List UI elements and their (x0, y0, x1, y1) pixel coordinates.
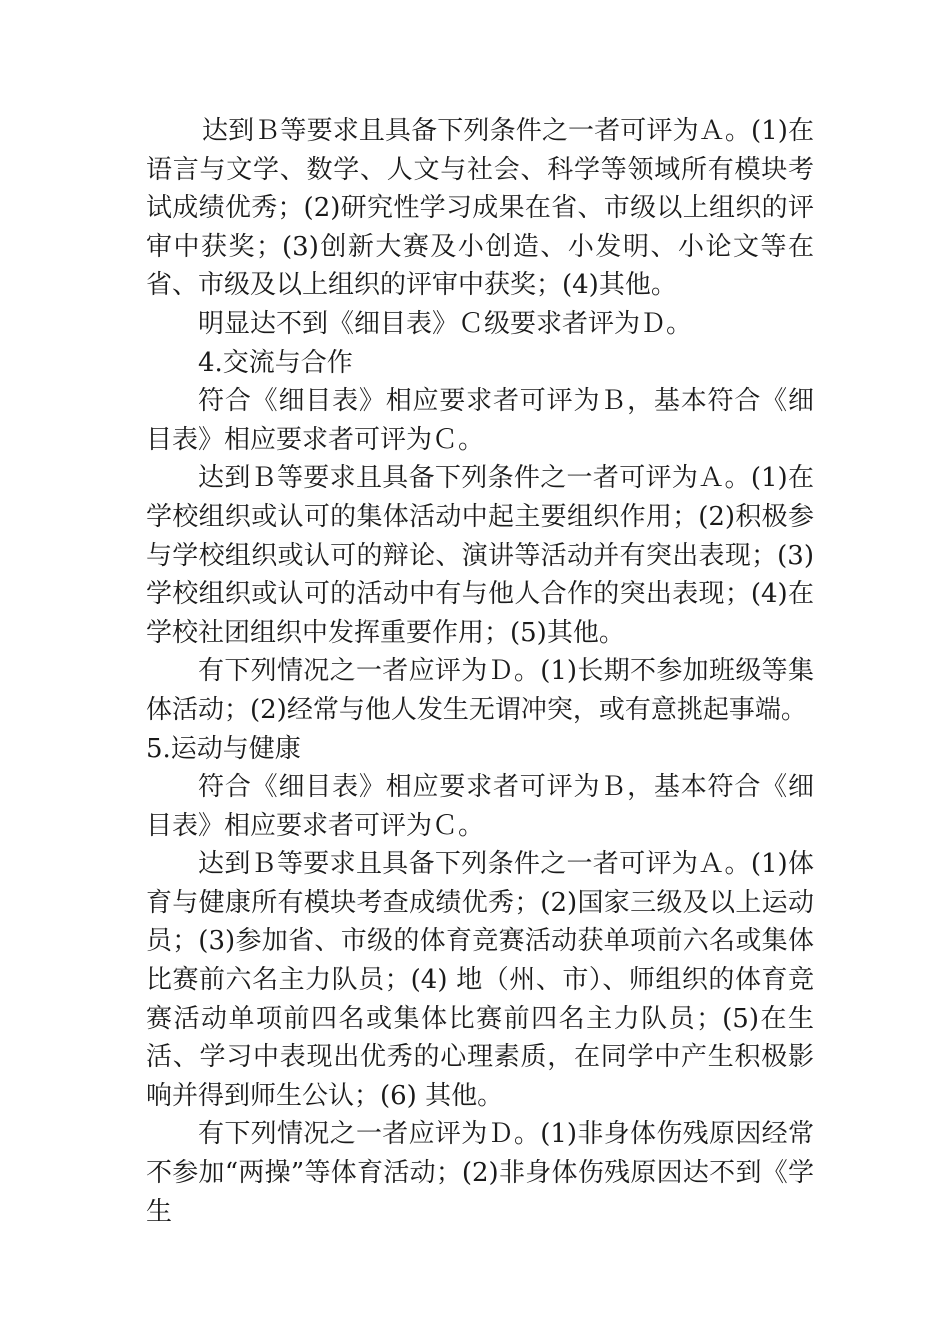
document-body (146, 112, 814, 1231)
paragraph-grade-d-learning-ability: 明显达不到《细目表》Ｃ级要求者评为Ｄ。 (198, 308, 693, 339)
section-heading-sports-health: 5.运动与健康 (146, 733, 301, 764)
paragraph-grade-d-communication: 有下列情况之一者应评为Ｄ。(1)长期不参加班级等集体活动；(2)经常与他人发生无谓冲突，或有意挑起事端。 (146, 656, 814, 725)
section-heading-communication-cooperation: 4.交流与合作 (198, 347, 353, 378)
paragraph-grade-bc-communication: 符合《细目表》相应要求者可评为Ｂ，基本符合《细目表》相应要求者可评为Ｃ。 (146, 386, 814, 455)
paragraph-grade-a-communication: 达到Ｂ等要求且具备下列条件之一者可评为Ａ。(1)在学校组织或认可的集体活动中起主要组织作用；(2)积极参与学校组织或认可的辩论、演讲等活动并有突出表现；(3)学校组织或认可的活动中有与他人合作的突出表现；(4)在学校社团组织中发挥重要作用；(5)其他。 (146, 463, 814, 648)
paragraph-grade-a-sports: 达到Ｂ等要求且具备下列条件之一者可评为Ａ。(1)体育与健康所有模块考查成绩优秀；(2)国家三级及以上运动员；(3)参加省、市级的体育竞赛活动获单项前六名或集体比赛前六名主力队员；(4) 地（州、市）、师组织的体育竞赛活动单项前四名或集体比赛前四名主力队员；(5)在生活、学习中表现出优秀的心理素质，在同学中产生积极影响并得到师生公认；(6) 其他。 (146, 849, 814, 1111)
paragraph-grade-a-learning-ability: 达到Ｂ等要求且具备下列条件之一者可评为Ａ。(1)在语言与文学、数学、人文与社会、科学等领域所有模块考试成绩优秀；(2)研究性学习成果在省、市级以上组织的评审中获奖；(3)创新大赛及小创造、小发明、小论文等在省、市级及以上组织的评审中获奖；(4)其他。 (146, 116, 814, 301)
paragraph-grade-bc-sports: 符合《细目表》相应要求者可评为Ｂ，基本符合《细目表》相应要求者可评为Ｃ。 (146, 772, 814, 841)
paragraph-grade-d-sports: 有下列情况之一者应评为Ｄ。(1)非身体伤残原因经常不参加“两操”等体育活动；(2)非身体伤残原因达不到《学生 (146, 1119, 814, 1227)
